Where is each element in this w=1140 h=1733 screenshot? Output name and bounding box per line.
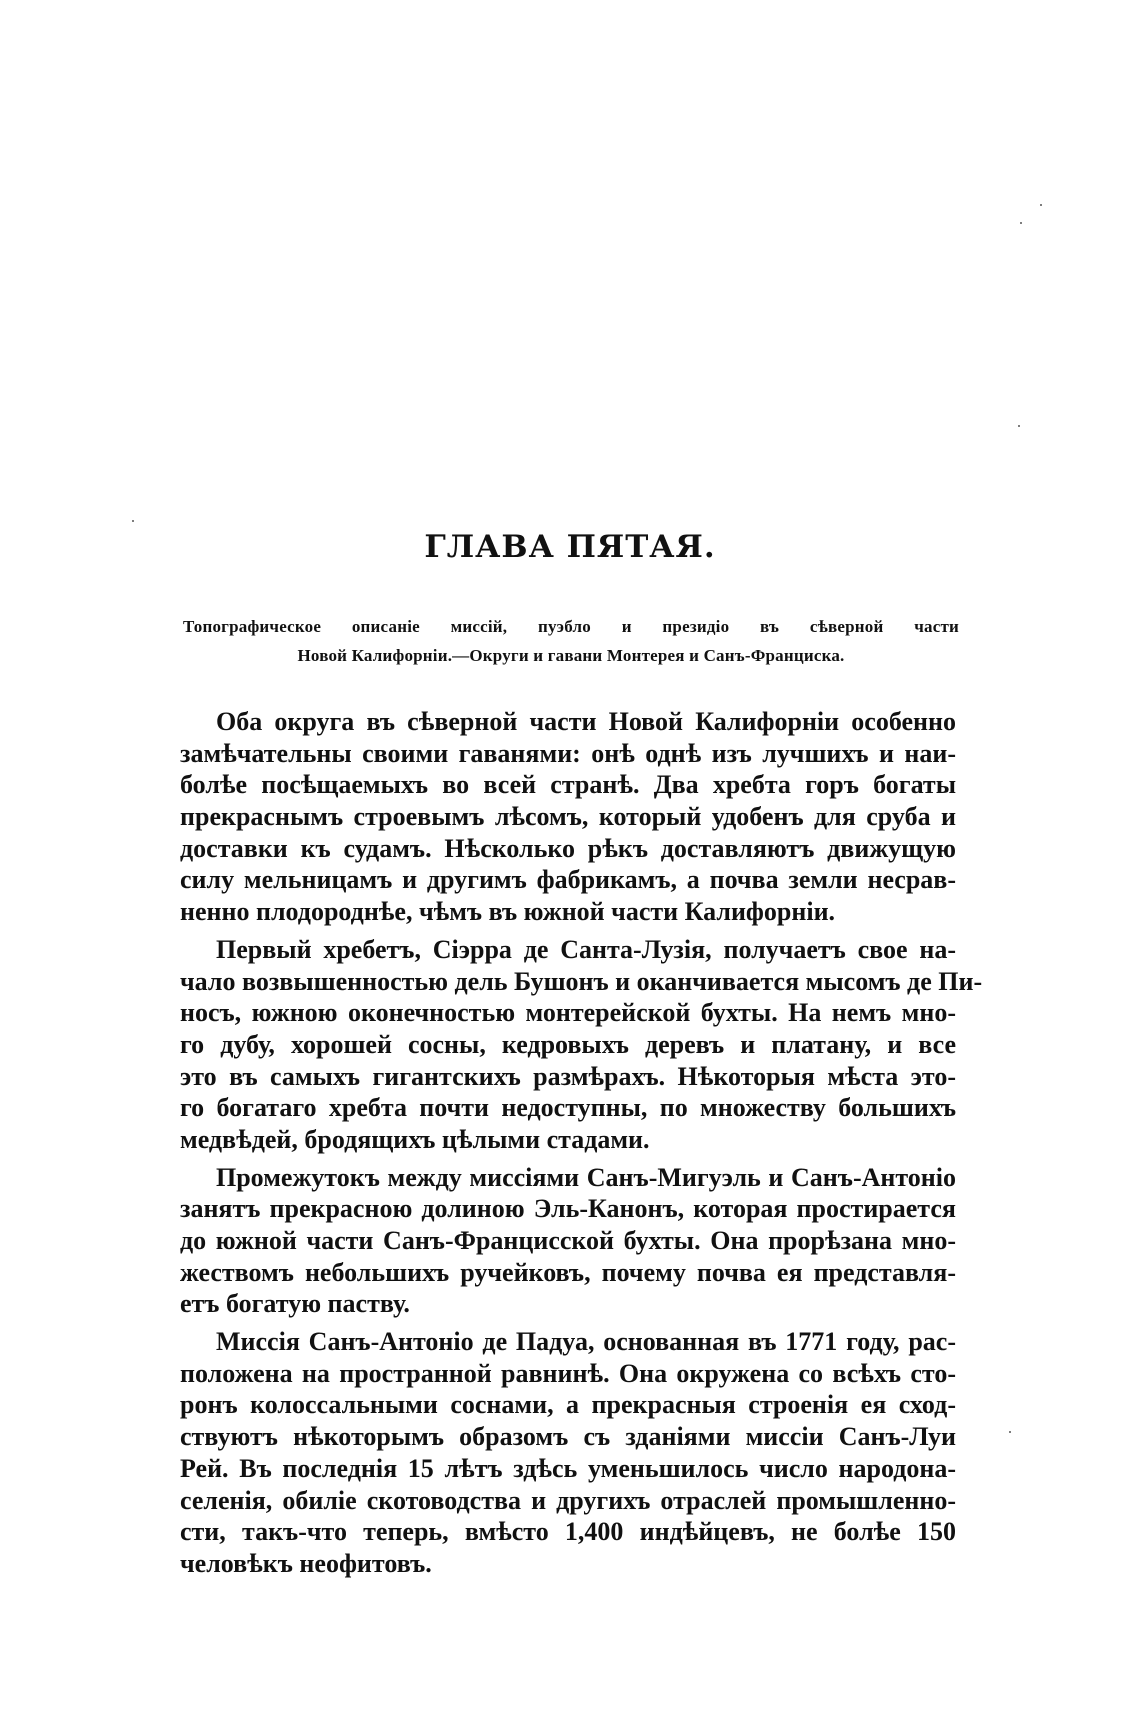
summary-line: Новой Калифорніи.—Округи и гавани Монтерея и Санъ-Франциска.	[297, 646, 845, 665]
text-line: етъ богатую паству.	[180, 1289, 410, 1319]
paragraph	[180, 1162, 956, 1320]
text-line: жествомъ небольшихъ ручейковъ, почему почва ея представля-	[180, 1257, 956, 1287]
scan-speck	[1040, 204, 1042, 206]
text-line: ствуютъ нѣкоторымъ образомъ съ зданіями миссіи Санъ-Луи	[180, 1422, 956, 1452]
text-line: занятъ прекрасною долиною Эль-Канонъ, которая простирается	[180, 1194, 956, 1224]
text-line: положена на пространной равнинѣ. Она окружена со всѣхъ сто-	[180, 1358, 956, 1388]
text-line: Миссія Санъ-Антоніо де Падуа, основанная въ 1771 году, рас-	[216, 1327, 956, 1357]
text-line: замѣчательны своими гаванями: онѣ однѣ изъ лучшихъ и наи-	[180, 738, 956, 768]
scan-speck	[1009, 1431, 1011, 1433]
text-line: го богатаго хребта почти недоступны, по множеству большихъ	[180, 1093, 956, 1123]
scan-speck	[132, 520, 134, 522]
body-text	[180, 706, 983, 1580]
text-line: человѣкъ неофитовъ.	[180, 1548, 432, 1578]
text-line: Рей. Въ последнія 15 лѣтъ здѣсь уменьшилось число народона-	[180, 1453, 956, 1483]
paragraph	[180, 706, 956, 928]
text-line: носъ, южною оконечностью монтерейской бухты. На немъ мно-	[180, 998, 956, 1028]
text-line: го дубу, хорошей сосны, кедровыхъ деревъ и платану, и все	[180, 1029, 956, 1059]
text-line: сти, такъ-что теперь, вмѣсто 1,400 индѣйцевъ, не болѣе 150	[180, 1517, 956, 1547]
text-line: Промежутокъ между миссіями Санъ-Мигуэль и Санъ-Антоніо	[216, 1162, 956, 1192]
text-line: это въ самыхъ гигантскихъ размѣрахъ. Нѣкоторыя мѣста это-	[180, 1061, 956, 1091]
summary-line: Топографическое описаніе миссій, пуэбло и президіо въ сѣверной части	[183, 617, 959, 636]
text-line: Оба округа въ сѣверной части Новой Калифорніи особенно	[216, 707, 956, 736]
text-line: силу мельницамъ и другимъ фабрикамъ, а почва земли несрав-	[180, 865, 956, 895]
paragraph	[180, 1326, 956, 1580]
text-line: чало возвышенностью дель Бушонъ и оканчивается мысомъ де Пи-	[180, 966, 983, 996]
text-line: болѣе посѣщаемыхъ во всей странѣ. Два хребта горъ богаты	[180, 770, 956, 800]
text-line: ронъ колоссальными соснами, а прекрасныя строенія ея сход-	[180, 1390, 956, 1420]
text-line: селенія, обиліе скотоводства и другихъ отраслей промышленно-	[180, 1485, 956, 1515]
chapter-title: ГЛАВА ПЯТАЯ.	[424, 529, 716, 565]
paragraph	[180, 934, 983, 1156]
text-line: доставки къ судамъ. Нѣсколько рѣкъ доставляютъ движущую	[180, 833, 956, 863]
text-line: до южной части Санъ-Францисской бухты. Она прорѣзана мно-	[180, 1226, 956, 1255]
scan-speck	[1020, 222, 1022, 224]
scan-speck	[1018, 425, 1020, 427]
text-line: прекраснымъ строевымъ лѣсомъ, который удобенъ для сруба и	[180, 802, 956, 832]
chapter-summary	[183, 612, 959, 670]
text-line: Первый хребетъ, Сіэрра де Санта-Лузія, получаетъ свое на-	[216, 934, 956, 964]
text-line: ненно плодороднѣе, чѣмъ въ южной части Калифорніи.	[180, 897, 836, 927]
text-line: медвѣдей, бродящихъ цѣлыми стадами.	[180, 1124, 650, 1154]
